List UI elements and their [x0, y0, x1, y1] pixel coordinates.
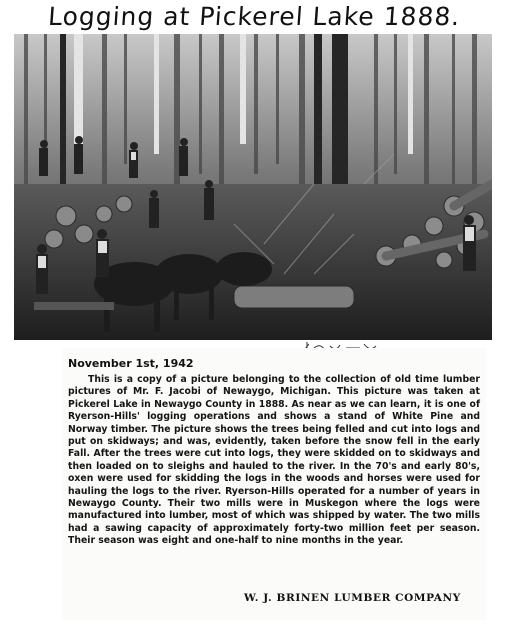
company-signature: W. J. BRINEN LUMBER COMPANY [244, 592, 461, 604]
logging-scene-image [14, 34, 492, 340]
notice-date: November 1st, 1942 [68, 357, 194, 370]
handwritten-caption: Logging at Pickerel Lake 1888. [47, 2, 462, 31]
notice-body: This is a copy of a picture belonging to the collection of old time lumber pictures of Mr. F. Jacobi of Newaygo, Michigan. This picture was taken at Pickerel Lake in Newaygo County in 1888. As near as we can learn, it is one of Ryerson-Hills' logging operations and shows a stand of White Pine and Norway timber. The picture shows the trees being felled and cut into logs and put on skidways; and was, evidently, taken before the snow fell in the early Fall. After the trees were cut into logs, they were skidded on to skidways and then loaded on to sleighs and hauled to the river. In the 70's and early 80's, oxen were used for skidding the logs in the woods and horses were used for hauling the logs to the river. Ryerson-Hills operated for a number of years in Newaygo County. Their two mills were in Muskegon where the logs were manufactured into lumber, most of which was shipped by water. The two mills had a sawing capacity of approximately forty-two million feet per season. Their season was eight and one-half to nine months in the year. [68, 374, 480, 547]
historic-photograph [14, 34, 492, 340]
